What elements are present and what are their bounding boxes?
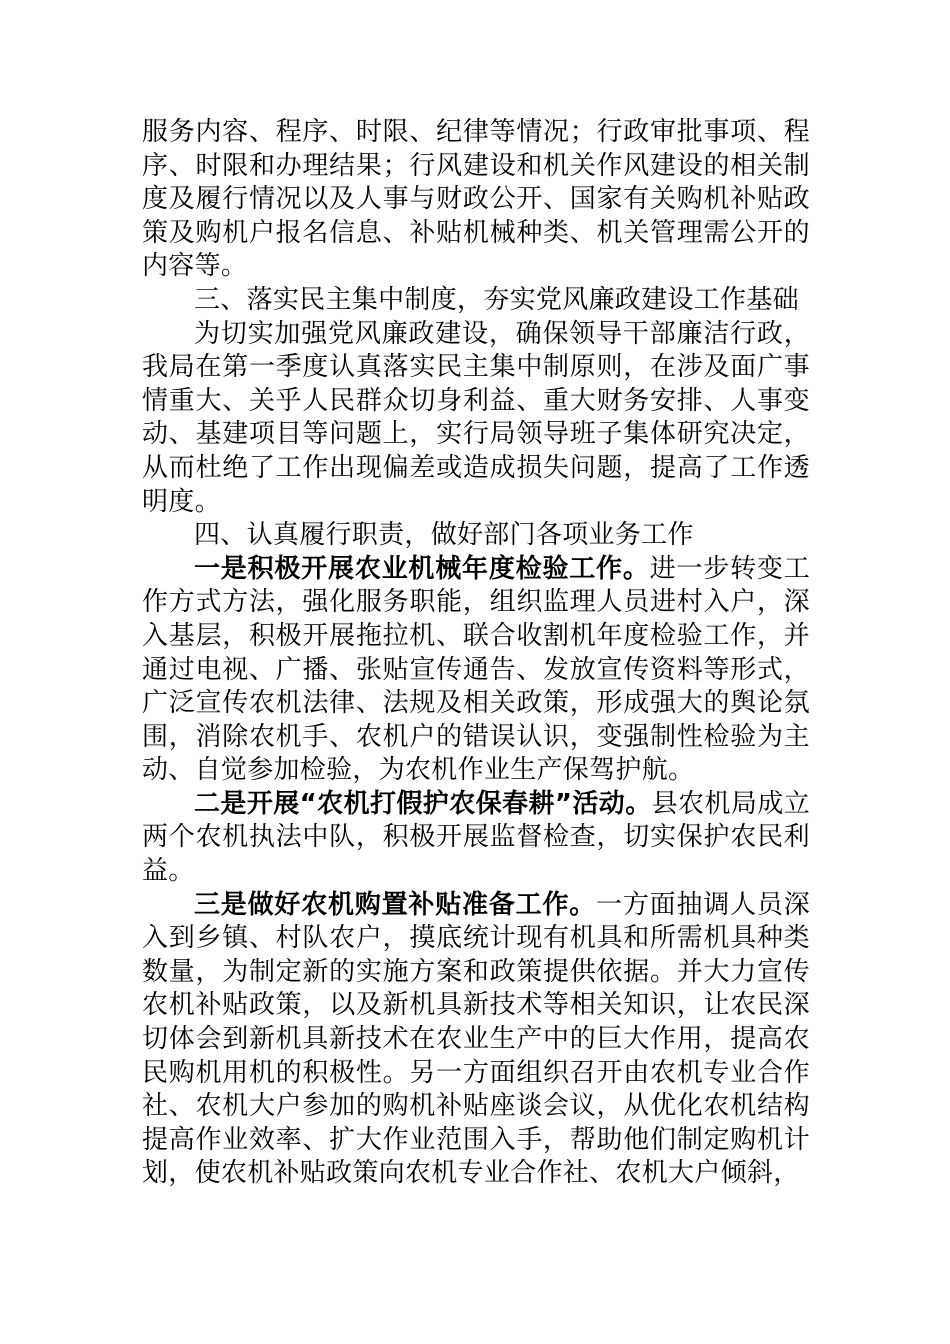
- section-heading-3: 三、落实民主集中制度，夯实党风廉政建设工作基础: [194, 284, 799, 315]
- paragraph-anti-counterfeit: [142, 788, 810, 889]
- paragraph-lead-3: 三是做好农机购置补贴准备工作。: [194, 889, 597, 920]
- paragraph-body-3: 一方面抽调人员深入到乡镇、村队农户，摸底统计现有机具和所需机具种类数量，为制定新的实施方案和政策提供依据。并大力宣传农机补贴政策，以及新机具新技术等相关知识，让农民深切体会到新机具新技术在农业生产中的巨大作用，提高农民购机用机的积极性。另一方面组织召开由农机专业合作社、农机大户参加的购机补贴座谈会议，从优化农机结构提高作业效率、扩大作业范围入手，帮助他们制定购机计划，使农机补贴政策向农机专业合作社、农机大户倾斜，: [142, 889, 810, 1189]
- paragraph-annual-inspection: [142, 553, 810, 788]
- paragraph-continued: 服务内容、程序、时限、纪律等情况；行政审批事项、程序、时限和办理结果；行风建设和机关作风建设的相关制度及履行情况以及人事与财政公开、国家有关购机补贴政策及购机户报名信息、补贴机械种类、机关管理需公开的内容等。: [142, 117, 810, 282]
- paragraph-lead-1: 一是积极开展农业机械年度检验工作。: [194, 553, 650, 584]
- document-page: [142, 116, 810, 1191]
- section-heading-4: 四、认真履行职责，做好部门各项业务工作: [194, 520, 694, 551]
- paragraph-body-2: 县农机局成立两个农机执法中队，积极开展监督检查，切实保护农民利益。: [142, 788, 810, 887]
- paragraph-democratic-centralism: 为切实加强党风廉政建设，确保领导干部廉洁行政，我局在第一季度认真落实民主集中制原则，在涉及面广事情重大、关乎人民群众切身利益、重大财务安排、人事变动、基建项目等问题上，实行局领导班子集体研究决定，从而杜绝了工作出现偏差或造成损失问题，提高了工作透明度。: [142, 318, 810, 517]
- paragraph-lead-2: 二是开展“农机打假护农保春耕”活动。: [194, 788, 652, 819]
- paragraph-subsidy-prep: [142, 889, 810, 1191]
- paragraph-body-1: 进一步转变工作方式方法，强化服务职能，组织监理人员进村入户，深入基层，积极开展拖拉机、联合收割机年度检验工作，并通过电视、广播、张贴宣传通告、发放宣传资料等形式，广泛宣传农机法律、法规及相关政策，形成强大的舆论氛围，消除农机手、农机户的错误认识，变强制性检验为主动、自觉参加检验，为农机作业生产保驾护航。: [142, 553, 810, 786]
